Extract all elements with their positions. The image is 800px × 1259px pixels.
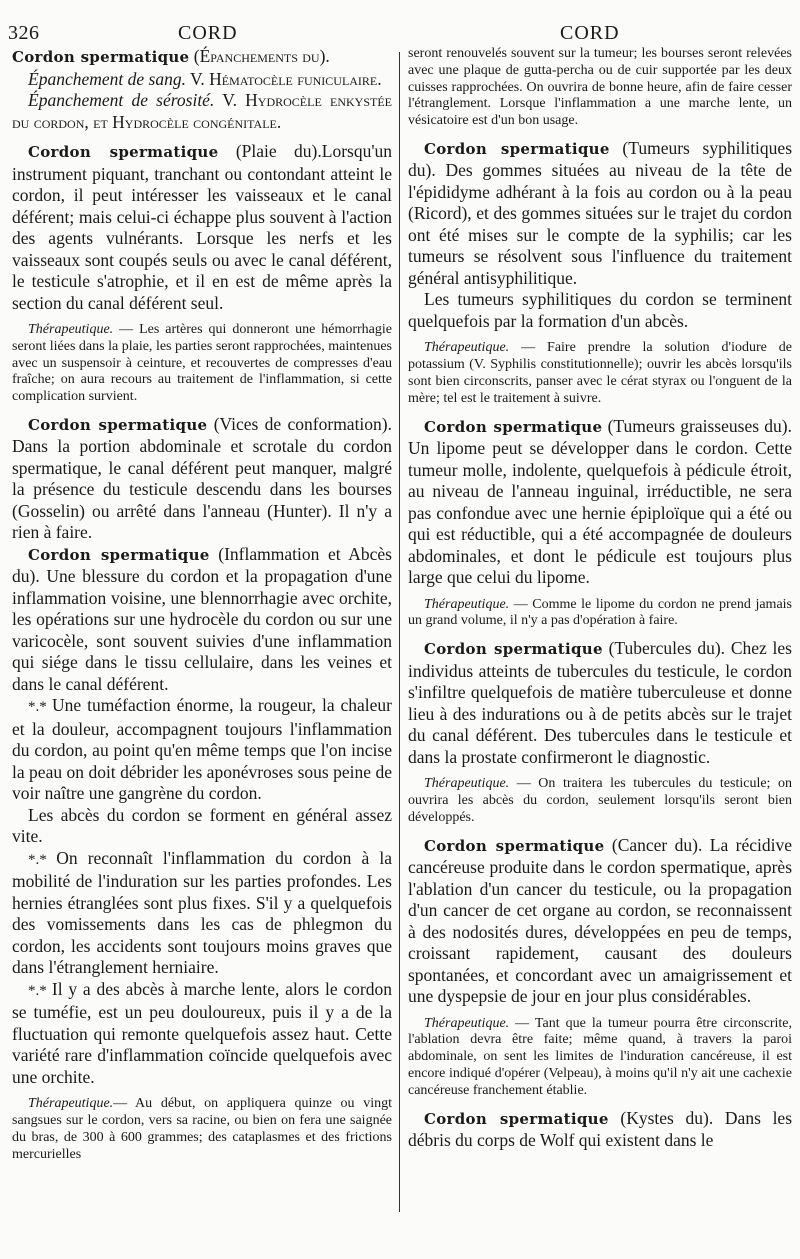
therapeutique-note [408,340,792,407]
paragraph-text: On reconnaît l'inflammation du cordon à la mobilité de l'induration sur les parties profondes. Les hernies étranglées sont plus fixes. S'il y a quelquefois des vomissements dans les cas de phlegmon du cordon, les accidents sont toujours moins graves que dans l'étranglement herniaire. [12,847,392,978]
entry-subentry [12,69,392,91]
entry-headword: Cordon spermatique [28,143,219,161]
entry-body: (Kystes du). Dans les débris du corps de Wolf qui existent dans le [408,1107,793,1151]
therapeutique-text: — Les artères qui donneront une hémorrhagie seront liées dans la plaie, les parties seront rapprochées, maintenues avec un suspensoir à ceinture, et recouvertes de compresses d'eau fraîche; on aura recours au traitement de l'inflammation, si cette complication survient. [12,322,392,405]
left-column [12,46,392,1164]
entry-body: (Plaie du).Lorsqu'un instrument piquant, tranchant ou contondant atteint le cordon, il peut intéresser les vaisseaux et le canal déférent; mais celui-ci échappe plus souvent à l'action des agents vulnérants. Lorsque les nerfs et les vaisseaux sont coupés seuls ou avec le canal déférent, le testicule s'atrophie, et il en est de même après la section du canal déférent seul. [12,141,392,313]
therapeutique-label: Thérapeutique. [424,1015,510,1031]
entry-cancer [408,835,792,1008]
entry-paragraph [12,805,392,848]
paragraph-text: Une tuméfaction énorme, la rougeur, la chaleur et la douleur, accompagnent toujours l'inflammation du cordon, au point qu'en même temps que l'on incise la peau on doit débrider les aponévroses sous peine de voir naître une gangrène du cordon. [12,695,392,804]
entry-body: (Cancer du). La récidive cancéreuse produite dans le cordon spermatique, après l'ablation d'un cancer du testicule, ou la propagation d'un cancer de cet organe au cordon, se reconnaissent à des nodosités dures, développées en peu de temps, croissant rapidement, causant des douleurs spontanées, et concordant avec un amaigrissement et une dyspepsie de jour en jour plus considérables. [408,834,792,1007]
subentry-title: Épanchement de sérosité. [28,90,215,110]
entry-headword: Cordon spermatique [424,836,605,855]
therapeutique-note [408,1016,792,1100]
entry-tumeurs-graisseuses [408,416,792,589]
entry-headword: Cordon spermatique [12,48,190,66]
therapeutique-text: — Au début, on appliquera quinze ou vingt sangsues sur le cordon, vers sa racine, ou bien on fera une saignée du bras, de 300 à 600 grammes; des cataplasmes et des frictions mercurielles [12,1096,392,1162]
subentry-ref: V. Hydrocèle enkystée du cordon, et Hydrocèle congénitale. [12,90,392,132]
entry-kystes [408,1108,792,1152]
continued-text: seront renouvelés souvent sur la tumeur; les bourses seront relevées avec une plaque de gutta-percha ou de cuir supportée par les deux cuisses rapprochées. On ouvrira de bonne heure, afin de faire cesser l'étranglement. Lorsque l'inflammation a une marche lente, un vésicatoire est d'un bon usage. [408,46,792,129]
subentry-title: Épanchement de sang. [28,68,186,89]
therapeutique-text: — Tant que la tumeur pourra être circonscrite, l'ablation devra être faite; même quand, à travers la paroi abdominale, on sent les limites de l'induration cancéreuse, il est encore indiqué d'opérer (Velpeau), à moins qu'il n'y ait une cachexie cancéreuse franchement établie. [408,1015,792,1098]
entry-body: (Vices de conformation). Dans la portion abdominale et scrotale du cordon spermatique, le canal déférent peut manquer, malgré la présence du testicule descendu dans les bourses (Gosselin) ou arrêté dans l'anneau (Hunter). Il n'y a rien à faire. [12,413,393,543]
therapeutique-text: — On traitera les tubercules du testicule; on ouvrira les abcès du cordon, seulement lorsqu'ils seront bien développés. [408,776,792,825]
subentry-ref: V. Hématocèle funiculaire. [185,68,382,89]
therapeutique-label: Thérapeutique. [424,596,510,612]
column-divider [399,52,400,1212]
entry-body: (Tubercules du). Chez les individus atteints de tubercules du testicule, le cordon s'infiltre quelquefois de matière tuberculeuse et donne lieu à des indurations ou à de petits abcès sur le trajet du canal déférent. Des tubercules dans le testicule et dans la prostate confirmeront le diagnostic. [408,638,792,767]
entry-headword: Cordon spermatique [28,415,208,434]
therapeutique-note [12,322,392,406]
entry-body: (Inflammation et Abcès du). Une blessure du cordon et la propagation d'une inflammation voisine, une blennorrhagie avec orchite, les opérations sur une hydrocèle du cordon ou sur une varicocèle, sont souvent suivies d'une inflammation qui siége dans le tissu cellulaire, dans les veines et dans le canal déférent. [12,543,392,694]
entry-tumeurs-syphilitiques [408,138,792,290]
entry-epanchements [12,46,392,69]
therapeutique-label: Thérapeutique. [424,340,510,356]
running-head-left: CORD [178,22,238,44]
entry-headword: Cordon spermatique [28,545,210,564]
entry-inflammation [12,544,392,696]
page-number: 326 [8,22,40,44]
entry-plaie [12,141,392,314]
entry-body: (Tumeurs syphilitiques du). Des gommes situées au niveau de la tête de l'épididyme adhérant à la fois au cordon ou à la peau (Ricord), et des gommes situées sur le trajet du cordon ont été mises sur le compte de la syphilis; car les tumeurs se résolvent sous l'influence du traitement général antisyphilitique. [408,137,792,288]
therapeutique-note [12,1096,392,1163]
entry-body: (Tumeurs graisseuses du). Un lipome peut se développer dans le cordon. Cette tumeur molle, indolente, quelquefois à pédicule étroit, au niveau de l'anneau inguinal, irréductible, ne sera pas confondue avec une hernie épiploïque qui a été ou qui est réductible, qui a été accompagnée de douleurs abdominales, et dont le pédicule est toujours plus large que celui du lipome. [408,415,792,588]
paragraph-text: Les abcès du cordon se forment en général assez vite. [12,804,392,847]
therapeutique-text: — Faire prendre la solution d'iodure de potassium (V. Syphilis constitutionnelle); ouvrir les abcès lorsqu'ils sont bien circonscrits, panser avec le cérat styrax ou l'onguent de la mère; tel est le traitement à suivre. [408,340,792,406]
asterism-mark: *.* [28,851,57,868]
entry-headword: Cordon spermatique [424,417,603,436]
right-column [408,46,792,1152]
entry-paragraph [12,979,392,1089]
entry-headword: Cordon spermatique [424,139,610,158]
therapeutique-label: Thérapeutique. [424,776,510,792]
asterism-mark: *.* [28,699,53,716]
entry-paragraph: Les tumeurs syphilitiques du cordon se terminent quelquefois par la formation d'un abcès. [408,289,792,331]
entry-vices [12,414,392,544]
therapeutique-text: — Comme le lipome du cordon ne prend jamais un grand volume, il n'y a pas d'opération à faire. [408,596,792,629]
therapeutique-note [408,597,792,631]
entry-tubercules [408,638,792,768]
entry-paragraph [12,695,392,805]
paragraph-text: Il y a des abcès à marche lente, alors le cordon se tuméfie, est un peu douloureux, puis il y a de la fluctuation qui remonte quelquefois assez haut. Cette variété rare d'inflammation coïncide quelquefois avec une orchite. [12,978,392,1087]
therapeutique-label: Thérapeutique. [28,322,114,337]
entry-subtitle: (Épanchements du). [189,46,330,66]
entry-subentry [12,90,392,133]
therapeutique-note [408,776,792,826]
therapeutique-label: Thérapeutique. [28,1096,114,1112]
entry-paragraph [12,848,392,979]
running-head-right: CORD [560,22,620,44]
page-header [0,0,800,46]
entry-headword: Cordon spermatique [424,640,603,659]
entry-headword: Cordon spermatique [424,1109,609,1128]
asterism-mark: *.* [28,982,52,999]
